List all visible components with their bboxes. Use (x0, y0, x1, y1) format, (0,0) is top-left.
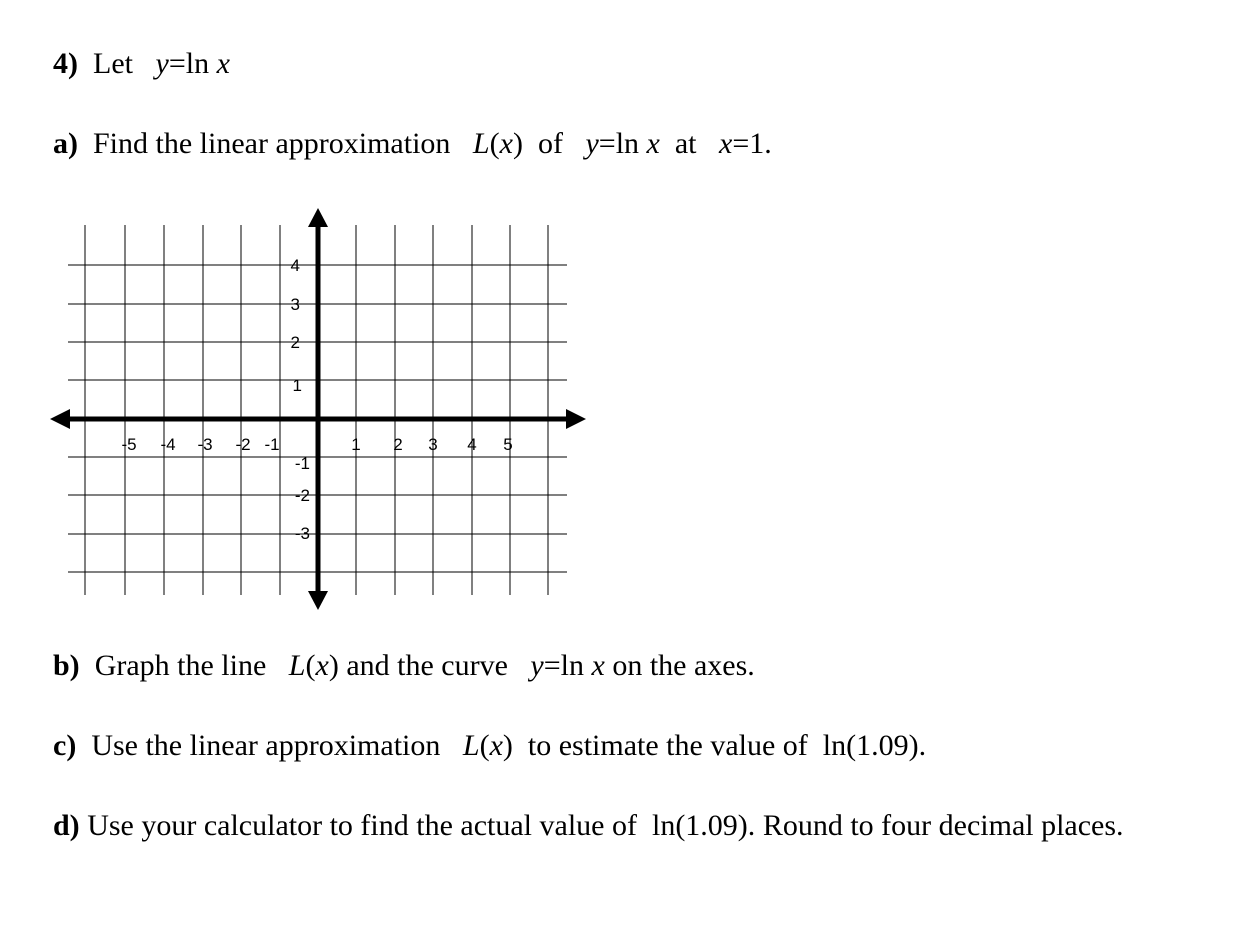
lx-l: L (462, 729, 480, 762)
fn-eq: = (598, 127, 616, 160)
lx-x: x (315, 649, 329, 682)
fn-x: x (591, 649, 605, 682)
y-axis-up-arrow (308, 208, 328, 227)
fn-y: y (155, 47, 169, 80)
part-d-label: d) (53, 809, 80, 842)
x-tick-label: -3 (197, 435, 213, 454)
y-tick-label: 1 (292, 376, 302, 395)
y-axis-down-arrow (308, 591, 328, 610)
x-tick-label: 4 (467, 435, 477, 454)
part-c (53, 726, 926, 766)
problem-number: 4) (53, 47, 78, 80)
lx-open: ( (479, 729, 490, 762)
lx-x: x (489, 729, 503, 762)
fn-y: y (530, 649, 544, 682)
x-tick-label: 5 (503, 435, 513, 454)
part-c-text-2: to estimate the value of (527, 729, 808, 762)
of-word: of (537, 127, 563, 160)
lx-close: ) (512, 127, 523, 160)
x-tick-label: -2 (235, 435, 251, 454)
y-tick-label: -3 (294, 524, 310, 543)
lx-l: L (288, 649, 306, 682)
part-b-text: Graph the line (94, 649, 267, 682)
lx-open: ( (305, 649, 316, 682)
y-tick-label: 4 (290, 256, 300, 275)
y-tick-label: 2 (290, 333, 300, 352)
pt-eq: = (732, 127, 750, 160)
part-b-text-2: and the curve (346, 649, 508, 682)
part-b-label: b) (53, 649, 80, 682)
part-b-text-3: on the axes. (612, 649, 755, 682)
fn-x: x (646, 127, 660, 160)
coordinate-grid (45, 200, 595, 615)
problem-header (53, 44, 230, 84)
lx-close: ) (328, 649, 339, 682)
x-tick-label: -4 (160, 435, 176, 454)
fn-ln: ln (615, 127, 640, 160)
pt-x: x (719, 127, 733, 160)
part-c-text: Use the linear approximation (91, 729, 441, 762)
part-d-text-2: Round to four decimal places. (762, 809, 1124, 842)
fn-eq: = (168, 47, 186, 80)
fn-ln: ln (185, 47, 210, 80)
fn-y: y (585, 127, 599, 160)
let-word: Let (93, 47, 133, 80)
y-tick-label: -1 (294, 454, 310, 473)
pt-val: 1. (749, 127, 772, 160)
part-a-label: a) (53, 127, 78, 160)
lx-close: ) (502, 729, 513, 762)
part-d-text: Use your calculator to find the actual value of (87, 809, 637, 842)
part-c-label: c) (53, 729, 77, 762)
x-tick-label: -5 (121, 435, 137, 454)
part-a-text: Find the linear approximation (93, 127, 451, 160)
part-c-expr: ln(1.09). (822, 729, 927, 762)
x-tick-label: 1 (351, 435, 361, 454)
x-tick-label: -1 (264, 435, 280, 454)
fn-eq: = (543, 649, 561, 682)
fn-ln: ln (560, 649, 584, 682)
x-axis-left-arrow (50, 409, 70, 429)
at-word: at (674, 127, 697, 160)
y-tick-label: 3 (290, 295, 300, 314)
x-axis-right-arrow (566, 409, 586, 429)
part-d-expr: ln(1.09). (651, 809, 756, 842)
part-a (53, 124, 772, 164)
x-tick-label: 2 (393, 435, 403, 454)
x-tick-label: 3 (428, 435, 438, 454)
part-b (53, 646, 755, 686)
lx-l: L (472, 127, 490, 160)
lx-x: x (499, 127, 513, 160)
fn-x: x (216, 47, 230, 80)
lx-open: ( (489, 127, 500, 160)
y-tick-label: -2 (294, 486, 310, 505)
part-d (53, 806, 1124, 846)
